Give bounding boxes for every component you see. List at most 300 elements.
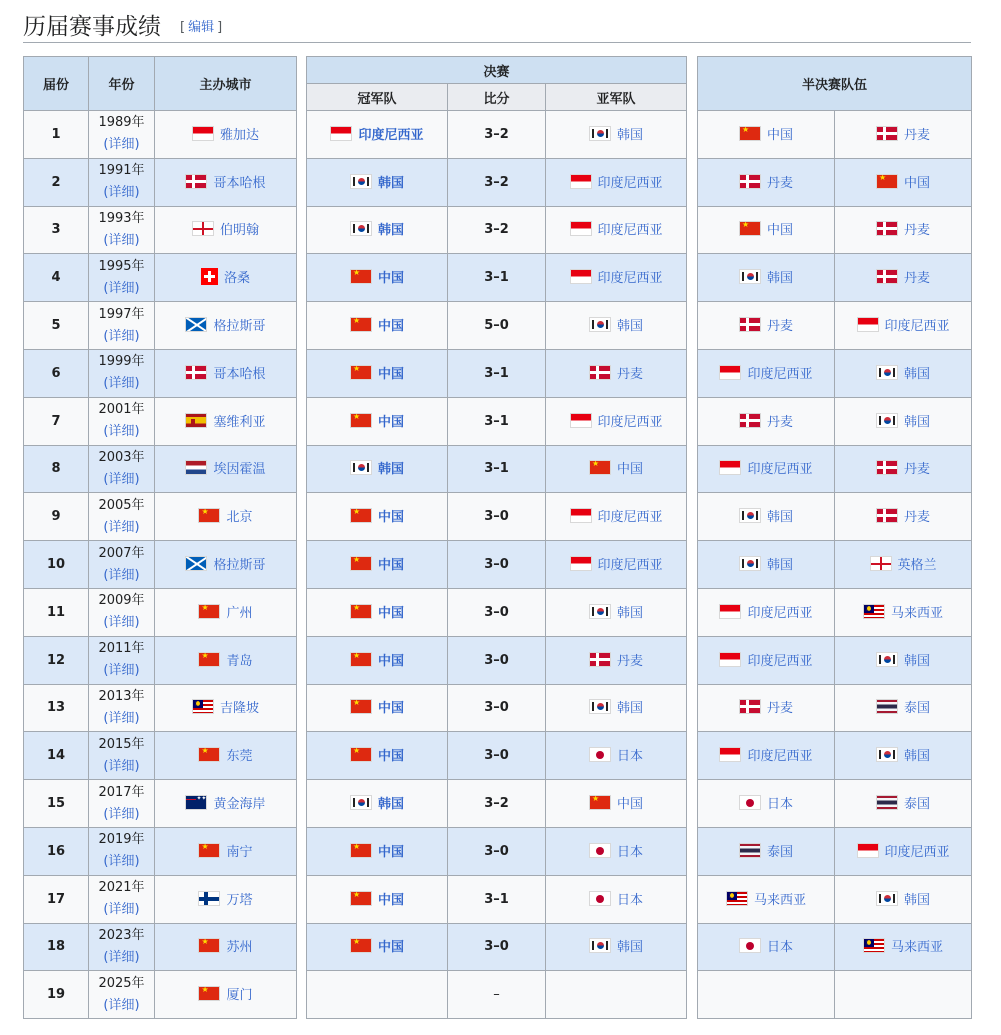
cn-flag-icon — [350, 365, 372, 380]
champion-name[interactable]: 韩国 — [377, 462, 404, 478]
semi1-name[interactable]: 印度尼西亚 — [747, 605, 813, 621]
semi1-name[interactable]: 丹麦 — [766, 319, 793, 335]
runner-up-name[interactable]: 中国 — [617, 797, 644, 813]
team-link[interactable] — [350, 411, 404, 430]
detail-link[interactable]: (详细) — [103, 902, 140, 918]
team-link[interactable] — [589, 841, 643, 860]
header-runner-up: 亚军队 — [546, 84, 687, 111]
team-link[interactable] — [185, 315, 265, 334]
semi1-cell — [698, 684, 835, 732]
kr-flag-icon — [739, 269, 761, 284]
edition-number: 5 — [24, 302, 89, 350]
semi1-cell — [698, 827, 835, 875]
team-link[interactable] — [350, 458, 404, 477]
semi1-name[interactable]: 日本 — [766, 797, 793, 813]
team-link[interactable] — [350, 745, 404, 764]
table-row — [698, 206, 972, 254]
semi2-name[interactable]: 韩国 — [904, 653, 931, 669]
year-cell — [89, 732, 155, 780]
team-link[interactable] — [739, 267, 793, 286]
year-cell — [89, 827, 155, 875]
team-link[interactable] — [739, 172, 793, 191]
semi2-cell — [835, 923, 972, 971]
year-cell — [89, 111, 155, 159]
year-text: 2013年 — [98, 688, 145, 704]
champion-cell — [307, 732, 448, 780]
table-row — [24, 493, 297, 541]
detail-link[interactable]: (详细) — [103, 424, 140, 440]
semifinal-table — [697, 56, 972, 1019]
runner-up-name[interactable]: 日本 — [617, 892, 644, 908]
team-link[interactable] — [350, 602, 404, 621]
team-link[interactable] — [719, 650, 812, 669]
dk-flag-icon — [876, 460, 898, 475]
cn-flag-icon — [350, 699, 372, 714]
year-text: 2007年 — [98, 545, 145, 561]
team-link[interactable] — [589, 936, 643, 955]
detail-link[interactable]: (详细) — [103, 663, 140, 679]
team-link[interactable] — [876, 697, 930, 716]
semi2-name[interactable]: 丹麦 — [904, 127, 931, 143]
semi1-cell — [698, 588, 835, 636]
team-link[interactable] — [876, 411, 930, 430]
host-name[interactable]: 厦门 — [226, 988, 253, 1004]
champion-name[interactable]: 中国 — [377, 414, 404, 430]
champion-cell — [307, 541, 448, 589]
team-link[interactable] — [570, 411, 663, 430]
champion-name[interactable]: 印度尼西亚 — [358, 127, 424, 143]
team-link[interactable] — [198, 936, 252, 955]
score-cell: 5–0 — [448, 302, 546, 350]
team-link[interactable] — [185, 411, 265, 430]
year-text: 1999年 — [98, 354, 145, 370]
champion-name[interactable]: 中国 — [377, 366, 404, 382]
host-name[interactable]: 黄金海岸 — [213, 797, 266, 813]
team-link[interactable] — [570, 219, 663, 238]
semi1-name[interactable]: 马来西亚 — [753, 892, 806, 908]
team-link[interactable] — [192, 124, 259, 143]
edit-link[interactable]: 编辑 — [188, 20, 215, 35]
host-name[interactable]: 东莞 — [226, 749, 253, 765]
kr-flag-icon — [589, 699, 611, 714]
detail-link[interactable]: (详细) — [103, 328, 140, 344]
semi2-name[interactable]: 马来西亚 — [891, 605, 944, 621]
year-text: 2019年 — [98, 832, 145, 848]
champion-name[interactable]: 中国 — [377, 558, 404, 574]
semi2-cell — [835, 875, 972, 923]
team-link[interactable] — [739, 793, 793, 812]
runner-up-name[interactable]: 印度尼西亚 — [597, 271, 663, 287]
table-row — [698, 445, 972, 493]
host-name[interactable]: 北京 — [226, 510, 253, 526]
detail-link[interactable]: (详细) — [103, 567, 140, 583]
team-link[interactable] — [739, 124, 793, 143]
team-link[interactable] — [570, 506, 663, 525]
team-link[interactable] — [350, 936, 404, 955]
host-name[interactable]: 哥本哈根 — [213, 366, 266, 382]
champion-name[interactable]: 韩国 — [377, 797, 404, 813]
champion-name[interactable]: 韩国 — [377, 175, 404, 191]
runner-up-name[interactable]: 日本 — [617, 844, 644, 860]
team-link[interactable] — [350, 219, 404, 238]
champion-name[interactable]: 中国 — [377, 319, 404, 335]
team-link[interactable] — [350, 172, 404, 191]
table-row — [24, 588, 297, 636]
champion-cell — [307, 684, 448, 732]
semi1-cell — [698, 636, 835, 684]
runner-up-name[interactable]: 丹麦 — [617, 653, 644, 669]
year-cell — [89, 445, 155, 493]
edition-number: 4 — [24, 254, 89, 302]
header-semifinal: 半决赛队伍 — [698, 57, 972, 111]
team-link[interactable] — [570, 554, 663, 573]
dk-flag-icon — [185, 365, 207, 380]
runner-up-name[interactable]: 韩国 — [617, 127, 644, 143]
table-row — [698, 397, 972, 445]
champion-cell — [307, 397, 448, 445]
score-cell: 3–0 — [448, 493, 546, 541]
team-link[interactable] — [876, 650, 930, 669]
team-link[interactable] — [739, 554, 793, 573]
team-link[interactable] — [589, 458, 643, 477]
host-name[interactable]: 雅加达 — [219, 127, 259, 143]
team-link[interactable] — [589, 124, 643, 143]
semi2-name[interactable]: 印度尼西亚 — [884, 844, 950, 860]
team-link[interactable] — [198, 984, 252, 1003]
team-link[interactable] — [739, 936, 793, 955]
team-link[interactable] — [198, 602, 252, 621]
semi1-name[interactable]: 丹麦 — [766, 414, 793, 430]
header-final: 决赛 — [307, 57, 687, 84]
team-link[interactable] — [350, 841, 404, 860]
table-row — [24, 111, 297, 159]
team-link[interactable] — [739, 506, 793, 525]
semi2-name[interactable]: 丹麦 — [904, 462, 931, 478]
champion-name[interactable]: 中国 — [377, 940, 404, 956]
team-link[interactable] — [350, 363, 404, 382]
id-flag-icon — [857, 317, 879, 332]
team-link[interactable] — [857, 841, 950, 860]
detail-link[interactable]: (详细) — [103, 185, 140, 201]
team-link[interactable] — [589, 650, 643, 669]
table-row — [24, 158, 297, 206]
semi2-name[interactable]: 泰国 — [904, 701, 931, 717]
host-name[interactable]: 南宁 — [226, 844, 253, 860]
host-name[interactable]: 哥本哈根 — [213, 175, 266, 191]
detail-link[interactable]: (详细) — [103, 471, 140, 487]
host-name[interactable]: 埃因霍温 — [213, 462, 266, 478]
kr-flag-icon — [739, 556, 761, 571]
id-flag-icon — [330, 126, 352, 141]
team-link[interactable] — [863, 936, 943, 955]
team-link[interactable] — [589, 745, 643, 764]
table-row — [698, 158, 972, 206]
semi2-name[interactable]: 韩国 — [904, 749, 931, 765]
champion-name[interactable]: 中国 — [377, 605, 404, 621]
runner-up-cell — [546, 541, 687, 589]
team-link[interactable] — [876, 267, 930, 286]
host-cell — [155, 732, 297, 780]
cn-flag-icon — [198, 508, 220, 523]
runner-up-name[interactable]: 丹麦 — [617, 366, 644, 382]
team-link[interactable] — [589, 889, 643, 908]
champion-name[interactable]: 中国 — [377, 701, 404, 717]
team-link[interactable] — [589, 697, 643, 716]
semi1-cell — [698, 206, 835, 254]
score-cell: 3–0 — [448, 827, 546, 875]
team-link[interactable] — [739, 315, 793, 334]
semi2-cell — [835, 971, 972, 1019]
runner-up-cell — [546, 254, 687, 302]
cn-flag-icon — [350, 269, 372, 284]
semi1-name[interactable]: 韩国 — [766, 271, 793, 287]
host-name[interactable]: 塞维利亚 — [213, 414, 266, 430]
champion-cell — [307, 349, 448, 397]
edition-number: 12 — [24, 636, 89, 684]
team-link[interactable] — [198, 745, 252, 764]
table-row — [307, 302, 687, 350]
team-link[interactable] — [739, 219, 793, 238]
id-flag-icon — [570, 221, 592, 236]
team-link[interactable] — [726, 889, 806, 908]
detail-link[interactable]: (详细) — [103, 758, 140, 774]
semi2-name[interactable]: 印度尼西亚 — [884, 319, 950, 335]
semi1-name[interactable]: 印度尼西亚 — [747, 653, 813, 669]
table-row — [307, 541, 687, 589]
champion-name[interactable]: 中国 — [377, 844, 404, 860]
semi2-name[interactable]: 韩国 — [904, 892, 931, 908]
host-name[interactable]: 万塔 — [226, 892, 253, 908]
semi2-name[interactable]: 丹麦 — [904, 271, 931, 287]
cn-flag-icon — [198, 747, 220, 762]
team-link[interactable] — [185, 793, 265, 812]
team-link[interactable] — [570, 267, 663, 286]
semi1-name[interactable]: 丹麦 — [766, 701, 793, 717]
id-flag-icon — [719, 604, 741, 619]
table-row — [307, 636, 687, 684]
team-link[interactable] — [201, 267, 250, 286]
team-link[interactable] — [350, 554, 404, 573]
team-link[interactable] — [185, 363, 265, 382]
host-table — [23, 56, 297, 1019]
team-link[interactable] — [876, 124, 930, 143]
host-name[interactable]: 苏州 — [226, 940, 253, 956]
champion-name[interactable]: 中国 — [377, 271, 404, 287]
semi1-name[interactable]: 日本 — [766, 940, 793, 956]
semi1-name[interactable]: 印度尼西亚 — [747, 366, 813, 382]
dk-flag-icon — [739, 413, 761, 428]
cn-flag-icon — [350, 317, 372, 332]
team-link[interactable] — [589, 793, 643, 812]
edition-number: 15 — [24, 780, 89, 828]
detail-link[interactable]: (详细) — [103, 137, 140, 153]
semi2-name[interactable]: 丹麦 — [904, 223, 931, 239]
champion-cell — [307, 111, 448, 159]
detail-link[interactable]: (详细) — [103, 806, 140, 822]
team-link[interactable] — [876, 172, 930, 191]
team-link[interactable] — [350, 697, 404, 716]
year-cell — [89, 923, 155, 971]
host-name[interactable]: 洛桑 — [223, 270, 250, 286]
year-text: 2015年 — [98, 736, 145, 752]
id-flag-icon — [570, 508, 592, 523]
team-link[interactable] — [185, 554, 265, 573]
semi1-name[interactable]: 韩国 — [766, 510, 793, 526]
runner-up-name[interactable]: 印度尼西亚 — [597, 558, 663, 574]
semi2-name[interactable]: 中国 — [904, 175, 931, 191]
team-link[interactable] — [739, 411, 793, 430]
team-link[interactable] — [719, 745, 812, 764]
champion-name[interactable]: 中国 — [377, 892, 404, 908]
team-link[interactable] — [185, 458, 265, 477]
detail-link[interactable]: (详细) — [103, 280, 140, 296]
team-link[interactable] — [589, 363, 643, 382]
detail-link[interactable]: (详细) — [103, 854, 140, 870]
score-cell: 3–1 — [448, 875, 546, 923]
team-link[interactable] — [192, 697, 259, 716]
cn-flag-icon — [198, 604, 220, 619]
id-flag-icon — [570, 556, 592, 571]
semi2-name[interactable]: 泰国 — [904, 797, 931, 813]
my-flag-icon — [192, 699, 214, 714]
team-link[interactable] — [350, 315, 404, 334]
runner-up-name[interactable]: 韩国 — [617, 319, 644, 335]
champion-cell — [307, 588, 448, 636]
host-name[interactable]: 伯明翰 — [219, 223, 259, 239]
header-champion: 冠军队 — [307, 84, 448, 111]
runner-up-name[interactable]: 印度尼西亚 — [597, 175, 663, 191]
detail-link[interactable]: (详细) — [103, 710, 140, 726]
team-link[interactable] — [876, 219, 930, 238]
host-cell — [155, 158, 297, 206]
semi1-name[interactable]: 泰国 — [766, 844, 793, 860]
year-cell — [89, 541, 155, 589]
en-flag-icon — [192, 221, 214, 236]
host-name[interactable]: 格拉斯哥 — [213, 558, 266, 574]
team-link[interactable] — [330, 124, 423, 143]
team-link[interactable] — [739, 841, 793, 860]
semi2-cell — [835, 588, 972, 636]
runner-up-name[interactable]: 日本 — [617, 749, 644, 765]
year-cell — [89, 349, 155, 397]
champion-name[interactable]: 韩国 — [377, 223, 404, 239]
host-name[interactable]: 青岛 — [226, 653, 253, 669]
team-link[interactable] — [185, 172, 265, 191]
table-row — [307, 206, 687, 254]
score-cell: 3–2 — [448, 158, 546, 206]
team-link[interactable] — [870, 554, 937, 573]
table-row — [307, 923, 687, 971]
team-link[interactable] — [719, 458, 812, 477]
runner-up-name[interactable]: 韩国 — [617, 701, 644, 717]
runner-up-name[interactable]: 印度尼西亚 — [597, 223, 663, 239]
semi1-name[interactable]: 丹麦 — [766, 175, 793, 191]
runner-up-name[interactable]: 中国 — [617, 462, 644, 478]
team-link[interactable] — [589, 315, 643, 334]
team-link[interactable] — [876, 458, 930, 477]
team-link[interactable] — [876, 793, 930, 812]
id-flag-icon — [570, 413, 592, 428]
team-link[interactable] — [350, 506, 404, 525]
host-name[interactable]: 格拉斯哥 — [213, 319, 266, 335]
cn-flag-icon — [589, 460, 611, 475]
team-link[interactable] — [350, 889, 404, 908]
detail-link[interactable]: (详细) — [103, 519, 140, 535]
host-name[interactable]: 广州 — [226, 605, 253, 621]
score-cell: 3–1 — [448, 349, 546, 397]
kr-flag-icon — [350, 795, 372, 810]
champion-name[interactable]: 中国 — [377, 749, 404, 765]
table-row — [24, 732, 297, 780]
semi2-name[interactable]: 丹麦 — [904, 510, 931, 526]
team-link[interactable] — [350, 650, 404, 669]
semi2-name[interactable]: 韩国 — [904, 366, 931, 382]
host-name[interactable]: 吉隆坡 — [219, 701, 259, 717]
team-link[interactable] — [192, 219, 259, 238]
team-link[interactable] — [876, 506, 930, 525]
detail-link[interactable]: (详细) — [103, 232, 140, 248]
table-row — [307, 158, 687, 206]
detail-link[interactable]: (详细) — [103, 615, 140, 631]
semi2-name[interactable]: 韩国 — [904, 414, 931, 430]
team-link[interactable] — [570, 172, 663, 191]
semi2-name[interactable]: 英格兰 — [897, 558, 937, 574]
team-link[interactable] — [719, 363, 812, 382]
runner-up-name[interactable]: 韩国 — [617, 605, 644, 621]
champion-name[interactable]: 中国 — [377, 653, 404, 669]
edition-number: 14 — [24, 732, 89, 780]
host-cell — [155, 445, 297, 493]
runner-up-name[interactable]: 印度尼西亚 — [597, 414, 663, 430]
team-link[interactable] — [198, 650, 252, 669]
runner-up-name[interactable]: 韩国 — [617, 940, 644, 956]
team-link[interactable] — [198, 889, 252, 908]
semi1-name[interactable]: 中国 — [766, 223, 793, 239]
semi1-name[interactable]: 韩国 — [766, 558, 793, 574]
runner-up-cell — [546, 349, 687, 397]
semi2-name[interactable]: 马来西亚 — [891, 940, 944, 956]
team-link[interactable] — [198, 841, 252, 860]
cn-flag-icon — [589, 795, 611, 810]
semi1-name[interactable]: 印度尼西亚 — [747, 749, 813, 765]
detail-link[interactable]: (详细) — [103, 949, 140, 965]
semi1-cell — [698, 732, 835, 780]
semi1-name[interactable]: 印度尼西亚 — [747, 462, 813, 478]
team-link[interactable] — [876, 745, 930, 764]
team-link[interactable] — [719, 602, 812, 621]
detail-link[interactable]: (详细) — [103, 376, 140, 392]
team-link[interactable] — [876, 363, 930, 382]
team-link[interactable] — [739, 697, 793, 716]
id-flag-icon — [570, 269, 592, 284]
champion-name[interactable]: 中国 — [377, 510, 404, 526]
team-link[interactable] — [863, 602, 943, 621]
table-row — [307, 397, 687, 445]
detail-link[interactable]: (详细) — [103, 997, 140, 1013]
team-link[interactable] — [350, 267, 404, 286]
semi1-name[interactable]: 中国 — [766, 127, 793, 143]
table-row — [24, 971, 297, 1019]
team-link[interactable] — [876, 889, 930, 908]
team-link[interactable] — [350, 793, 404, 812]
team-link[interactable] — [857, 315, 950, 334]
edition-number: 18 — [24, 923, 89, 971]
runner-up-name[interactable]: 印度尼西亚 — [597, 510, 663, 526]
team-link[interactable] — [198, 506, 252, 525]
th-flag-icon — [739, 843, 761, 858]
table-row — [698, 971, 972, 1019]
team-link[interactable] — [589, 602, 643, 621]
